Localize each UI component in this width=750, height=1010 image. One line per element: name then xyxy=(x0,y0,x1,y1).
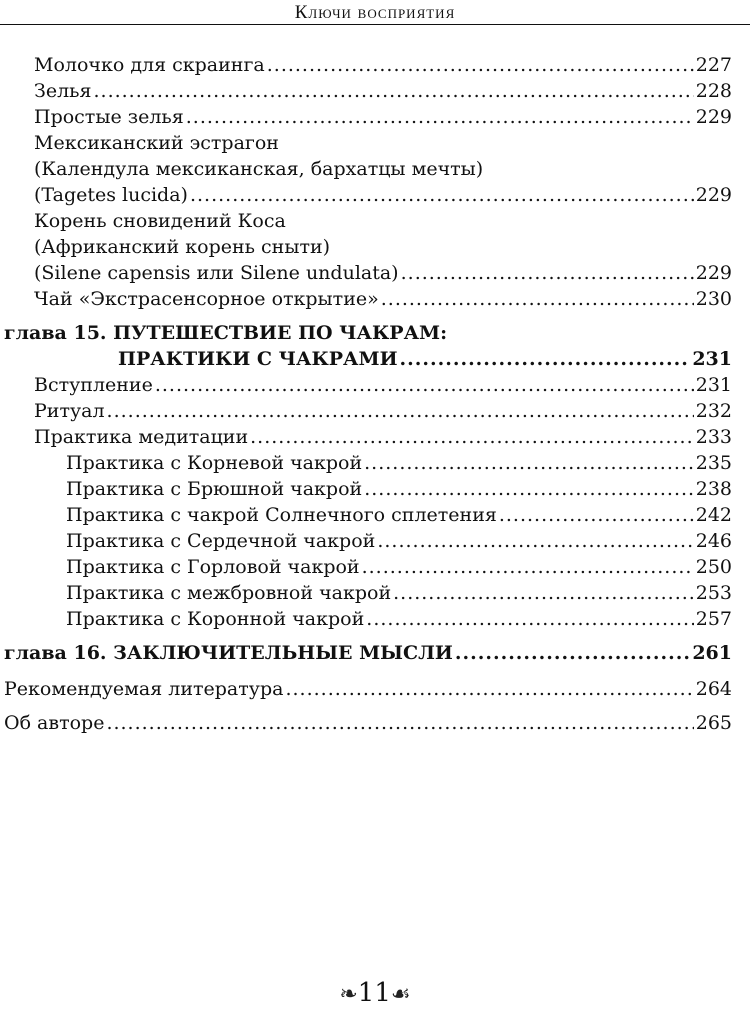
toc-entry-title: Корень сновидений Коса xyxy=(34,210,286,232)
toc-entry-title: (Silene capensis или Silene undulata) xyxy=(34,262,399,284)
toc-entry-title: Зелья xyxy=(34,80,92,102)
toc-entry-title: Практика с чакрой Солнечного сплетения xyxy=(66,504,497,526)
toc-chapter-heading xyxy=(4,320,732,346)
toc-leader-dots xyxy=(267,52,694,78)
toc-chapter-title: глава 15. ПУТЕШЕСТВИЕ ПО ЧАКРАМ: xyxy=(4,322,448,344)
toc-leader-dots xyxy=(381,286,694,312)
toc-entry-page: 229 xyxy=(695,184,732,206)
toc-entry-page: 231 xyxy=(695,374,732,396)
toc-leader-dots xyxy=(455,640,690,666)
toc-entry xyxy=(4,676,732,702)
toc-entry-page: 246 xyxy=(695,530,732,552)
toc-entry-title: Практика медитации xyxy=(34,426,249,448)
toc-leader-dots xyxy=(377,528,693,554)
toc-leader-dots xyxy=(393,580,694,606)
toc-subentry xyxy=(66,528,732,554)
toc-subentry xyxy=(66,502,732,528)
toc-entry-continued xyxy=(34,130,732,156)
toc-entry-page: 228 xyxy=(695,80,732,102)
toc-entry xyxy=(34,398,732,424)
toc-entry-title: Практика с межбровной чакрой xyxy=(66,582,392,604)
toc-entry-page: 227 xyxy=(695,54,732,76)
toc-subentry xyxy=(66,476,732,502)
toc-chapter-entry xyxy=(118,346,732,372)
toc-entry-page: 229 xyxy=(695,262,732,284)
toc-leader-dots xyxy=(362,554,694,580)
toc-leader-dots xyxy=(186,104,694,130)
toc-chapter-title: ПРАКТИКИ С ЧАКРАМИ xyxy=(118,348,398,370)
toc-entry-continued xyxy=(34,208,732,234)
toc-entry-title: Об авторе xyxy=(4,712,105,734)
toc-entry-page: 235 xyxy=(695,452,732,474)
toc-entry-title: Простые зелья xyxy=(34,106,184,128)
toc-subentry xyxy=(66,554,732,580)
toc-entry-title: (Африканский корень сныти) xyxy=(34,236,331,258)
toc-entry-title: Рекомендуемая литература xyxy=(4,678,284,700)
toc-leader-dots xyxy=(400,346,691,372)
toc-leader-dots xyxy=(285,676,693,702)
toc-entry xyxy=(4,710,732,736)
toc-entry-title: Практика с Горловой чакрой xyxy=(66,556,360,578)
toc-entry-continued xyxy=(34,234,732,260)
toc-subentry xyxy=(66,450,732,476)
toc-entry-page: 238 xyxy=(695,478,732,500)
toc-leader-dots xyxy=(93,78,693,104)
toc-chapter-title: глава 16. ЗАКЛЮЧИТЕЛЬНЫЕ МЫСЛИ xyxy=(4,642,453,664)
toc-entry-title: (Tagetes lucida) xyxy=(34,184,188,206)
toc-entry-title: Практика с Коронной чакрой xyxy=(66,608,365,630)
toc-entry-page: 233 xyxy=(695,426,732,448)
page-footer xyxy=(0,978,750,1010)
page-number: 11 xyxy=(357,978,391,1008)
toc-entry xyxy=(34,424,732,450)
toc-entry-page: 232 xyxy=(695,400,732,422)
toc-leader-dots xyxy=(190,182,694,208)
toc-entry-title: Молочко для скраинга xyxy=(34,54,265,76)
running-header-title: Ключи восприятия xyxy=(294,2,456,23)
toc-entry xyxy=(34,52,732,78)
toc-entry-page: 250 xyxy=(695,556,732,578)
toc-leader-dots xyxy=(250,424,694,450)
toc-entry-title: Ритуал xyxy=(34,400,105,422)
toc-entry-page: 253 xyxy=(695,582,732,604)
toc-entry-page: 230 xyxy=(695,288,732,310)
toc-entry-page: 265 xyxy=(695,712,732,734)
toc-entry-title: (Календула мексиканская, бархатцы мечты) xyxy=(34,158,484,180)
header-rule xyxy=(0,24,750,25)
toc-entry-page: 229 xyxy=(695,106,732,128)
toc-entry-page: 242 xyxy=(695,504,732,526)
toc-leader-dots xyxy=(499,502,694,528)
toc-entry xyxy=(34,104,732,130)
toc-leader-dots xyxy=(401,260,694,286)
toc-entry-page: 264 xyxy=(695,678,732,700)
ornament-left-icon: ❧ xyxy=(339,982,358,1007)
toc-entry-title: Практика с Брюшной чакрой xyxy=(66,478,363,500)
toc-entry-page: 257 xyxy=(695,608,732,630)
toc-leader-dots xyxy=(107,398,694,424)
toc-entry xyxy=(34,286,732,312)
toc-entry xyxy=(34,260,732,286)
toc-chapter-entry xyxy=(4,640,732,666)
toc-subentry xyxy=(66,606,732,632)
toc-entry-title: Мексиканский эстрагон xyxy=(34,132,279,154)
toc-entry xyxy=(34,372,732,398)
toc-entry-page: 231 xyxy=(692,348,732,370)
toc-entry xyxy=(34,78,732,104)
ornament-right-icon: ☙ xyxy=(390,982,411,1007)
toc-subentry xyxy=(66,580,732,606)
toc-leader-dots xyxy=(364,476,694,502)
toc-entry-page: 261 xyxy=(692,642,732,664)
toc-entry-title: Вступление xyxy=(34,374,153,396)
toc-leader-dots xyxy=(364,450,694,476)
toc-leader-dots xyxy=(106,710,693,736)
toc-entry xyxy=(34,182,732,208)
toc-entry-title: Чай «Экстрасенсорное открытие» xyxy=(34,288,379,310)
toc-entry-title: Практика с Корневой чакрой xyxy=(66,452,363,474)
running-header xyxy=(0,0,750,26)
toc-leader-dots xyxy=(366,606,693,632)
toc-entry-continued xyxy=(34,156,732,182)
toc-leader-dots xyxy=(155,372,694,398)
toc-entry-title: Практика с Сердечной чакрой xyxy=(66,530,376,552)
